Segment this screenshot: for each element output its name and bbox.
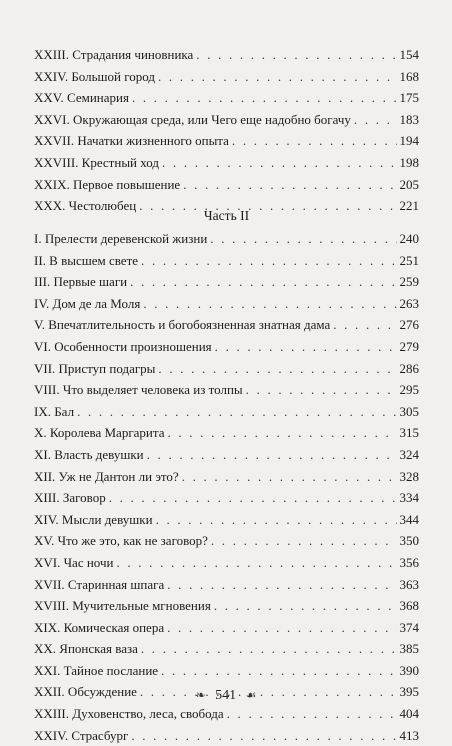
toc-entry [34,379,419,401]
toc-entry-title: XXIX. Первое повышение [34,176,181,192]
page-number: 541 [215,688,237,703]
toc-entry-page: 390 [399,662,419,678]
toc-leader-dots [143,293,396,315]
toc-leader-dots [141,250,396,272]
toc-leader-dots [215,336,397,358]
toc-entry-page: 404 [399,706,419,722]
toc-leader-dots [167,574,396,596]
toc-entry-title: XIII. Заговор [34,490,106,506]
toc-entry-page: 385 [399,641,419,657]
toc-entry-page: 324 [399,446,419,462]
toc-leader-dots [109,487,397,509]
toc-entry-title: VII. Приступ подагры [34,360,156,376]
toc-entry-title: III. Первые шаги [34,274,128,290]
ornament-right-icon: ☙ [245,688,257,702]
toc-entry-title: I. Прелести деревенской жизни [34,231,208,246]
toc-leader-dots [130,271,396,293]
toc-entry-title: XX. Японская ваза [34,641,138,657]
toc-entry [34,574,419,596]
toc-entry-title: IV. Дом де ла Моля [34,295,141,311]
toc-entry-title: XXIV. Страсбург [34,727,129,743]
toc-leader-dots [116,552,396,574]
toc-entry-title: XXI. Тайное послание [34,662,159,678]
toc-entry-title: XIX. Комическая опера [34,619,165,635]
toc-leader-dots [210,228,396,250]
toc-entry [34,487,419,509]
toc-entry-title: XV. Что же это, как не заговор? [34,533,208,549]
toc-entry [34,152,419,174]
toc-entry-page: 374 [399,619,419,635]
toc-leader-dots [227,703,397,725]
toc-leader-dots [232,130,397,152]
toc-entry [34,358,419,380]
toc-entry [34,509,419,531]
toc-entry-page: 198 [399,154,419,170]
toc-leader-dots [183,174,396,196]
toc-entry [34,44,419,66]
toc-entry [34,530,419,552]
toc-entry [34,725,419,746]
toc-entry-page: 259 [399,274,419,290]
toc-entry-page: 334 [399,490,419,506]
toc-entry [34,595,419,617]
toc-entry [34,314,419,336]
toc-entry-title: XII. Уж не Дантон ли это? [34,468,179,484]
toc-entry [34,401,419,423]
toc-entry-title: XXVIII. Крестный ход [34,154,160,170]
toc-entry-page: 154 [399,47,419,62]
toc-entry [34,250,419,272]
toc-entry [34,422,419,444]
toc-entry-page: 363 [399,576,419,592]
toc-entry [34,130,419,152]
toc-entry-page: 395 [399,684,419,700]
toc-leader-dots [211,530,397,552]
toc-entry-page: 350 [399,533,419,549]
toc-entry-page: 356 [399,554,419,570]
toc-entry-page: 279 [399,338,419,354]
toc-leader-dots [246,379,397,401]
toc-entry-page: 328 [399,468,419,484]
toc-entry [34,87,419,109]
toc-entry-title: VI. Особенности произношения [34,338,212,354]
toc-entry-page: 240 [399,231,419,246]
toc-entry-page: 175 [399,90,419,106]
toc-leader-dots [158,358,396,380]
toc-leader-dots [354,109,397,131]
toc-entry-page: 315 [399,425,419,441]
toc-entry-page: 344 [399,511,419,527]
toc-entry-page: 368 [399,598,419,614]
toc-leader-dots [161,660,396,682]
toc-entry-title: XXVI. Окружающая среда, или Чего еще надобно богачу [34,111,351,127]
toc-entry [34,703,419,725]
ornament-left-icon: ❧ [195,688,206,702]
toc-entry [34,174,419,196]
toc-leader-dots [141,638,397,660]
toc-entry-page: 168 [399,68,419,84]
toc-leader-dots [167,422,396,444]
toc-entry-title: XXX. Честолюбец [34,198,137,214]
toc-entry [34,271,419,293]
toc-entry-title: XVII. Старинная шпага [34,576,165,592]
toc-entry [34,66,419,88]
page-footer [0,688,452,704]
toc-entry [34,228,419,250]
toc-entry-title: II. В высшем свете [34,252,139,268]
toc-entry [34,552,419,574]
toc-entry-page: 205 [399,176,419,192]
toc-entry [34,660,419,682]
toc-entry [34,336,419,358]
toc-entry-page: 286 [399,360,419,376]
toc-leader-dots [333,314,396,336]
toc-leader-dots [167,617,396,639]
toc-entry-title: XXIV. Большой город [34,68,155,84]
toc-leader-dots [158,66,397,88]
toc-entry [34,444,419,466]
toc-leader-dots [162,152,396,174]
toc-entry-page: 276 [399,317,419,333]
toc-entry-page: 251 [399,252,419,268]
toc-entry [34,293,419,315]
toc-entry [34,617,419,639]
toc-entry [34,109,419,131]
toc-entry-title: XXV. Семинария [34,90,129,106]
toc-entry-title: IX. Бал [34,403,75,419]
toc-entry-page: 183 [399,111,419,127]
table-of-contents-part-2 [34,228,419,746]
toc-entry [34,466,419,488]
toc-entry-title: XXIII. Страдания чиновника [34,47,194,62]
toc-leader-dots [132,87,397,109]
toc-entry-page: 295 [399,382,419,398]
toc-leader-dots [131,725,396,746]
toc-entry-title: XXII. Обсуждение [34,684,137,700]
toc-entry-page: 194 [399,133,419,149]
toc-entry-title: X. Королева Маргарита [34,425,165,441]
toc-entry-title: XXIII. Духовенство, леса, свобода [34,706,224,722]
part-heading: Часть II [203,208,250,223]
toc-entry-page: 413 [399,727,419,743]
toc-leader-dots [147,444,397,466]
toc-leader-dots [77,401,396,423]
toc-entry [34,638,419,660]
toc-entry-page: 305 [399,403,419,419]
toc-entry-title: XIV. Мысли девушки [34,511,153,527]
toc-leader-dots [156,509,397,531]
toc-entry-title: XI. Власть девушки [34,446,144,462]
toc-entry-title: XVIII. Мучительные мгновения [34,598,211,614]
toc-entry-title: XVI. Час ночи [34,554,114,570]
toc-leader-dots [196,44,396,66]
toc-entry-page: 263 [399,295,419,311]
toc-leader-dots [214,595,397,617]
toc-entry-title: V. Впечатлительность и богобоязненная знатная дама [34,317,331,333]
toc-leader-dots [182,466,397,488]
toc-entry-title: VIII. Что выделяет человека из толпы [34,382,243,398]
table-of-contents-part-1 [34,44,419,217]
toc-entry-page: 221 [399,198,419,214]
toc-entry-title: XXVII. Начатки жизненного опыта [34,133,229,149]
